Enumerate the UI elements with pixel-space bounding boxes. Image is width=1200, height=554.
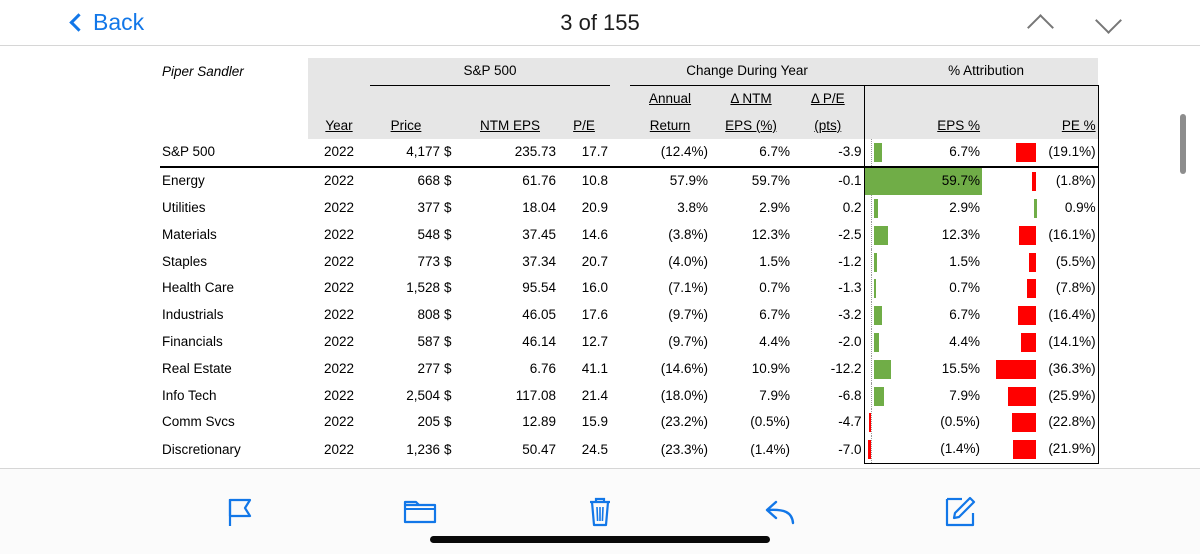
cell-annual-return: (18.0%) <box>660 387 709 403</box>
eps-bar-cell <box>874 222 930 249</box>
row-label: Health Care <box>162 280 235 296</box>
cell-ntm-eps: 50.47 <box>522 441 556 457</box>
cell-price: 377 <box>417 199 440 215</box>
cell-ntm-eps: 235.73 <box>462 139 558 167</box>
cell-year: 2022 <box>323 360 355 376</box>
cell-delta-ntm-eps: 6.7% <box>710 139 792 167</box>
sp500-attribution-table <box>160 58 1099 464</box>
table-row <box>160 195 1098 222</box>
group-header-sp500: S&P 500 <box>370 58 610 85</box>
cell-currency: $ <box>444 414 452 430</box>
folder-icon[interactable] <box>398 490 442 534</box>
cell-currency: $ <box>442 139 462 167</box>
cell-eps-pct: 7.9% <box>949 387 981 403</box>
brand-label: Piper Sandler <box>162 63 244 79</box>
cell-eps-pct: (1.4%) <box>930 436 982 463</box>
eps-bar-axis <box>864 329 874 356</box>
cell-delta-ntm-eps: 4.4% <box>759 333 791 349</box>
cell-delta-pe: -7.0 <box>838 441 862 457</box>
cell-pe-pct: (16.1%) <box>1038 222 1098 249</box>
eps-bar-cell <box>874 302 930 329</box>
cell-delta-pe: -2.0 <box>838 333 862 349</box>
pe-bar-cell <box>982 167 1038 195</box>
cell-pe: 20.7 <box>581 253 609 269</box>
cell-annual-return: 57.9% <box>669 173 709 189</box>
cell-delta-pe: -0.1 <box>838 173 862 189</box>
row-label: Industrials <box>162 307 224 323</box>
cell-delta-pe: -12.2 <box>830 360 862 376</box>
pe-bar-cell <box>982 249 1038 276</box>
compose-icon[interactable] <box>938 490 982 534</box>
cell-eps-pct: 4.4% <box>949 333 981 349</box>
cell-pe: 12.7 <box>581 333 609 349</box>
cell-pe: 20.9 <box>581 199 609 215</box>
eps-bar-cell <box>874 436 930 463</box>
col-annual-return-line1: Annual <box>630 85 710 112</box>
document-viewport[interactable] <box>0 46 1200 468</box>
cell-currency: $ <box>444 441 452 457</box>
cell-year: 2022 <box>323 199 355 215</box>
cell-pe: 17.6 <box>581 307 609 323</box>
table-row-total <box>160 139 1098 167</box>
eps-bar-cell <box>874 356 930 383</box>
cell-delta-ntm-eps: (1.4%) <box>750 441 791 457</box>
cell-eps-pct: 0.7% <box>949 280 981 296</box>
cell-currency: $ <box>444 360 452 376</box>
pe-bar-cell <box>982 356 1038 383</box>
table-row <box>160 249 1098 276</box>
cell-currency: $ <box>444 387 452 403</box>
cell-pe: 17.7 <box>558 139 610 167</box>
eps-bar-axis <box>864 249 874 276</box>
cell-eps-pct: 6.7% <box>930 139 982 167</box>
table-row <box>160 222 1098 249</box>
row-label: Comm Svcs <box>162 414 235 430</box>
table-row <box>160 356 1098 383</box>
home-indicator <box>430 536 770 543</box>
eps-bar-cell <box>864 167 874 195</box>
cell-year: 2022 <box>323 173 355 189</box>
page-indicator: 3 of 155 <box>560 9 640 35</box>
col-year: Year <box>308 113 370 140</box>
col-eps-pct: EPS % <box>930 113 982 140</box>
top-navigation-bar <box>0 0 1200 46</box>
cell-pe: 16.0 <box>581 280 609 296</box>
cell-ntm-eps: 117.08 <box>515 387 556 403</box>
cell-price: 1,236 <box>406 441 440 457</box>
back-button[interactable] <box>72 9 144 36</box>
document-scrollbar[interactable] <box>1180 114 1186 174</box>
row-label: S&P 500 <box>160 139 308 167</box>
cell-price: 808 <box>417 307 440 323</box>
cell-ntm-eps: 18.04 <box>522 199 556 215</box>
chevron-up-icon[interactable] <box>1028 10 1054 36</box>
cell-annual-return: (9.7%) <box>668 333 709 349</box>
trash-icon[interactable] <box>578 490 622 534</box>
cell-delta-ntm-eps: 2.9% <box>759 199 791 215</box>
cell-annual-return: (12.4%) <box>630 139 710 167</box>
cell-pe-pct: (1.8%) <box>1038 167 1098 195</box>
cell-year: 2022 <box>323 387 355 403</box>
table-group-header-row <box>160 58 1098 85</box>
cell-pe: 10.8 <box>581 173 609 189</box>
cell-price: 277 <box>417 360 440 376</box>
cell-price: 668 <box>417 173 440 189</box>
pe-bar-cell <box>982 436 1038 463</box>
cell-year: 2022 <box>323 226 355 242</box>
pe-bar-cell <box>982 222 1038 249</box>
spreadsheet-page <box>160 58 1096 464</box>
cell-eps-pct: 15.5% <box>941 360 981 376</box>
table-row <box>160 302 1098 329</box>
cell-ntm-eps: 46.14 <box>522 333 556 349</box>
row-label: Info Tech <box>162 387 217 403</box>
col-delta-ntm-line1: Δ NTM <box>710 85 792 112</box>
cell-annual-return: (4.0%) <box>668 253 709 269</box>
table-subheader-row-1 <box>160 85 1098 112</box>
group-header-change-during-year: Change During Year <box>630 58 864 85</box>
table-row <box>160 275 1098 302</box>
eps-bar-cell <box>874 249 930 276</box>
cell-currency: $ <box>444 199 452 215</box>
eps-bar-axis <box>864 436 874 463</box>
col-pe: P/E <box>558 113 610 140</box>
pe-bar-cell <box>982 409 1038 436</box>
cell-pe: 14.6 <box>581 226 609 242</box>
cell-pe-pct: (16.4%) <box>1038 302 1098 329</box>
col-pe-pct: PE % <box>1038 113 1098 140</box>
cell-ntm-eps: 95.54 <box>522 280 556 296</box>
cell-price: 4,177 <box>370 139 442 167</box>
cell-currency: $ <box>444 280 452 296</box>
cell-pe: 24.5 <box>581 441 609 457</box>
cell-delta-pe: -3.9 <box>792 139 864 167</box>
cell-ntm-eps: 37.45 <box>522 226 556 242</box>
cell-annual-return: (14.6%) <box>660 360 709 376</box>
cell-pe-pct: (25.9%) <box>1038 383 1098 410</box>
cell-year: 2022 <box>323 280 355 296</box>
cell-ntm-eps: 6.76 <box>529 360 556 376</box>
cell-annual-return: (23.3%) <box>660 441 709 457</box>
eps-bar-axis <box>864 356 874 383</box>
cell-currency: $ <box>444 307 452 323</box>
cell-delta-ntm-eps: (0.5%) <box>750 414 791 430</box>
cell-delta-ntm-eps: 12.3% <box>751 226 791 242</box>
cell-ntm-eps: 37.34 <box>522 253 556 269</box>
cell-delta-pe: -6.8 <box>838 387 862 403</box>
row-label: Staples <box>162 253 208 269</box>
cell-delta-ntm-eps: 0.7% <box>759 280 791 296</box>
eps-bar-axis <box>864 383 874 410</box>
chevron-down-icon[interactable] <box>1096 10 1122 36</box>
eps-bar-axis <box>864 139 874 167</box>
table-row <box>160 436 1098 463</box>
cell-delta-pe: -3.2 <box>838 307 862 323</box>
col-delta-ntm-line2: EPS (%) <box>710 113 792 140</box>
cell-pe-pct: (22.8%) <box>1038 409 1098 436</box>
cell-ntm-eps: 46.05 <box>522 307 556 323</box>
eps-bar-cell <box>874 383 930 410</box>
cell-currency: $ <box>444 226 452 242</box>
cell-delta-pe: -1.2 <box>838 253 862 269</box>
cell-price: 548 <box>417 226 440 242</box>
cell-year: 2022 <box>323 441 355 457</box>
eps-bar-axis <box>864 195 874 222</box>
cell-price: 773 <box>417 253 440 269</box>
table-row <box>160 329 1098 356</box>
eps-bar-cell <box>874 139 930 167</box>
cell-pe: 21.4 <box>581 387 609 403</box>
row-label: Discretionary <box>162 441 241 457</box>
cell-eps-pct: 59.7% <box>930 167 982 195</box>
pe-bar-cell <box>982 329 1038 356</box>
eps-bar-axis <box>864 222 874 249</box>
cell-annual-return: (3.8%) <box>668 226 709 242</box>
cell-pe-pct: (5.5%) <box>1038 249 1098 276</box>
cell-year: 2022 <box>323 333 355 349</box>
row-label: Energy <box>162 173 205 189</box>
eps-bar-cell <box>874 275 930 302</box>
table-row <box>160 409 1098 436</box>
pe-bar-cell <box>982 195 1038 222</box>
col-price: Price <box>370 113 442 140</box>
cell-delta-pe: -2.5 <box>838 226 862 242</box>
pe-bar-cell <box>982 275 1038 302</box>
eps-bar-axis <box>864 409 874 436</box>
cell-pe-pct: (7.8%) <box>1038 275 1098 302</box>
cell-year: 2022 <box>323 414 355 430</box>
cell-currency: $ <box>444 173 452 189</box>
cell-ntm-eps: 61.76 <box>522 173 556 189</box>
cell-currency: $ <box>444 333 452 349</box>
cell-eps-pct: (0.5%) <box>940 414 981 430</box>
chevron-left-icon <box>69 13 87 31</box>
message-nav-arrows <box>1028 10 1122 36</box>
cell-year: 2022 <box>323 253 355 269</box>
cell-pe-pct: (36.3%) <box>1038 356 1098 383</box>
group-header-attribution: % Attribution <box>874 58 1098 85</box>
cell-delta-ntm-eps: 7.9% <box>759 387 791 403</box>
eps-bar-axis <box>864 302 874 329</box>
cell-ntm-eps: 12.89 <box>522 414 556 430</box>
cell-currency: $ <box>444 253 452 269</box>
table-row <box>160 167 1098 195</box>
cell-annual-return: (7.1%) <box>668 280 709 296</box>
col-ntm-eps: NTM EPS <box>462 113 558 140</box>
table-row <box>160 383 1098 410</box>
eps-bar-cell-extend <box>874 167 930 195</box>
cell-delta-ntm-eps: 59.7% <box>751 173 791 189</box>
back-button-label: Back <box>93 9 145 35</box>
cell-delta-ntm-eps: 10.9% <box>751 360 791 376</box>
flag-icon[interactable] <box>218 490 262 534</box>
cell-delta-pe: -4.7 <box>838 414 862 430</box>
cell-annual-return: (23.2%) <box>660 414 709 430</box>
cell-year: 2022 <box>308 139 370 167</box>
cell-eps-pct: 1.5% <box>949 253 981 269</box>
cell-delta-pe: -1.3 <box>838 280 862 296</box>
cell-pe-pct: (14.1%) <box>1038 329 1098 356</box>
reply-icon[interactable] <box>758 490 802 534</box>
table-subheader-row-2 <box>160 113 1098 140</box>
cell-delta-ntm-eps: 1.5% <box>759 253 791 269</box>
cell-price: 1,528 <box>406 280 440 296</box>
cell-pe-pct: 0.9% <box>1038 195 1098 222</box>
cell-annual-return: 3.8% <box>677 199 709 215</box>
pe-bar-cell <box>982 383 1038 410</box>
col-annual-return-line2: Return <box>630 113 710 140</box>
cell-price: 205 <box>417 414 440 430</box>
cell-pe-pct: (21.9%) <box>1038 436 1098 463</box>
cell-pe: 15.9 <box>581 414 609 430</box>
cell-eps-pct: 12.3% <box>941 226 981 242</box>
pe-bar-cell <box>982 139 1038 167</box>
eps-bar-cell <box>874 409 930 436</box>
row-label: Real Estate <box>162 360 232 376</box>
cell-eps-pct: 6.7% <box>949 307 981 323</box>
row-label: Utilities <box>162 199 206 215</box>
cell-price: 587 <box>417 333 440 349</box>
row-label: Financials <box>162 333 223 349</box>
cell-eps-pct: 2.9% <box>949 199 981 215</box>
cell-annual-return: (9.7%) <box>668 307 709 323</box>
pe-bar-cell <box>982 302 1038 329</box>
eps-bar-cell <box>874 329 930 356</box>
eps-bar-cell <box>874 195 930 222</box>
cell-delta-pe: 0.2 <box>842 199 862 215</box>
cell-pe: 41.1 <box>581 360 609 376</box>
col-delta-pe-line2: (pts) <box>792 113 864 140</box>
row-label: Materials <box>162 226 217 242</box>
cell-pe-pct: (19.1%) <box>1038 139 1098 167</box>
cell-year: 2022 <box>323 307 355 323</box>
eps-bar-axis <box>864 275 874 302</box>
col-delta-pe-line1: Δ P/E <box>792 85 864 112</box>
cell-delta-ntm-eps: 6.7% <box>759 307 791 323</box>
cell-price: 2,504 <box>406 387 440 403</box>
